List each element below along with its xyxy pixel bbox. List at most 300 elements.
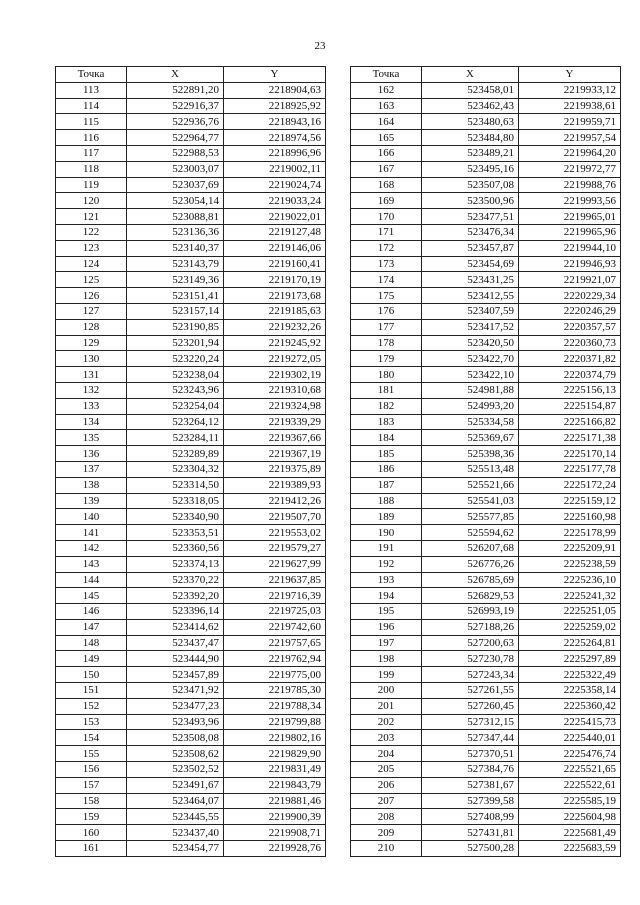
- table-row: [56, 272, 326, 288]
- cell-y: 2219002,11: [224, 161, 326, 177]
- cell-point: 113: [56, 82, 127, 98]
- cell-x: 523471,92: [127, 683, 224, 699]
- cell-point: 146: [56, 604, 127, 620]
- cell-x: 523457,89: [127, 667, 224, 683]
- cell-point: 143: [56, 556, 127, 572]
- cell-x: 523417,52: [422, 319, 519, 335]
- cell-y: 2225322,49: [519, 667, 621, 683]
- cell-y: 2219933,12: [519, 82, 621, 98]
- cell-point: 203: [351, 730, 422, 746]
- table-row: [351, 683, 621, 699]
- cell-y: 2219185,63: [224, 303, 326, 319]
- cell-y: 2219957,54: [519, 130, 621, 146]
- cell-x: 523477,23: [127, 698, 224, 714]
- table-row: [351, 161, 621, 177]
- cell-point: 200: [351, 683, 422, 699]
- cell-x: 523458,01: [422, 82, 519, 98]
- coordinates-table-left: [55, 66, 326, 857]
- cell-x: 522988,53: [127, 145, 224, 161]
- cell-y: 2225604,98: [519, 809, 621, 825]
- cell-point: 191: [351, 540, 422, 556]
- cell-x: 523314,50: [127, 477, 224, 493]
- cell-x: 523444,90: [127, 651, 224, 667]
- cell-point: 192: [351, 556, 422, 572]
- cell-x: 525521,66: [422, 477, 519, 493]
- cell-x: 523412,55: [422, 288, 519, 304]
- table-row: [56, 303, 326, 319]
- table-row: [351, 493, 621, 509]
- cell-x: 523422,70: [422, 351, 519, 367]
- cell-y: 2225683,59: [519, 841, 621, 857]
- cell-y: 2219928,76: [224, 841, 326, 857]
- cell-point: 124: [56, 256, 127, 272]
- table-row: [351, 319, 621, 335]
- table-row: [351, 193, 621, 209]
- cell-point: 157: [56, 777, 127, 793]
- cell-point: 134: [56, 414, 127, 430]
- cell-point: 159: [56, 809, 127, 825]
- cell-x: 527230,78: [422, 651, 519, 667]
- cell-y: 2219716,39: [224, 588, 326, 604]
- table-row: [56, 461, 326, 477]
- table-row: [351, 335, 621, 351]
- cell-point: 165: [351, 130, 422, 146]
- cell-point: 119: [56, 177, 127, 193]
- cell-point: 183: [351, 414, 422, 430]
- cell-point: 166: [351, 145, 422, 161]
- cell-x: 523088,81: [127, 209, 224, 225]
- cell-x: 523500,96: [422, 193, 519, 209]
- cell-y: 2219946,93: [519, 256, 621, 272]
- cell-y: 2219160,41: [224, 256, 326, 272]
- cell-x: 527200,63: [422, 635, 519, 651]
- cell-x: 523254,04: [127, 398, 224, 414]
- cell-x: 522964,77: [127, 130, 224, 146]
- cell-y: 2225166,82: [519, 414, 621, 430]
- cell-x: 523037,69: [127, 177, 224, 193]
- cell-x: 523190,85: [127, 319, 224, 335]
- table-row: [351, 414, 621, 430]
- table-row: [56, 288, 326, 304]
- table-row: [56, 730, 326, 746]
- cell-y: 2225154,87: [519, 398, 621, 414]
- cell-y: 2219988,76: [519, 177, 621, 193]
- cell-y: 2225360,42: [519, 698, 621, 714]
- table-row: [351, 351, 621, 367]
- cell-point: 199: [351, 667, 422, 683]
- cell-x: 526993,19: [422, 604, 519, 620]
- table-row: [351, 714, 621, 730]
- table-row: [351, 82, 621, 98]
- cell-y: 2220360,73: [519, 335, 621, 351]
- table-row: [351, 809, 621, 825]
- cell-y: 2225238,59: [519, 556, 621, 572]
- cell-point: 121: [56, 209, 127, 225]
- cell-point: 190: [351, 525, 422, 541]
- table-row: [351, 224, 621, 240]
- table-row: [351, 651, 621, 667]
- cell-x: 523003,07: [127, 161, 224, 177]
- cell-y: 2219881,46: [224, 793, 326, 809]
- cell-point: 206: [351, 777, 422, 793]
- table-row: [56, 367, 326, 383]
- cell-x: 522916,37: [127, 98, 224, 114]
- cell-point: 167: [351, 161, 422, 177]
- cell-y: 2219900,39: [224, 809, 326, 825]
- table-row: [351, 98, 621, 114]
- cell-point: 130: [56, 351, 127, 367]
- cell-y: 2225259,02: [519, 619, 621, 635]
- cell-y: 2219757,65: [224, 635, 326, 651]
- cell-y: 2219146,06: [224, 240, 326, 256]
- cell-point: 156: [56, 762, 127, 778]
- table-row: [56, 335, 326, 351]
- cell-point: 144: [56, 572, 127, 588]
- cell-y: 2219170,19: [224, 272, 326, 288]
- cell-y: 2219339,29: [224, 414, 326, 430]
- table-row: [351, 604, 621, 620]
- cell-point: 148: [56, 635, 127, 651]
- cell-y: 2225159,12: [519, 493, 621, 509]
- cell-y: 2218996,96: [224, 145, 326, 161]
- cell-point: 125: [56, 272, 127, 288]
- cell-x: 526829,53: [422, 588, 519, 604]
- table-row: [351, 841, 621, 857]
- cell-point: 186: [351, 461, 422, 477]
- table-row: [351, 793, 621, 809]
- cell-point: 201: [351, 698, 422, 714]
- cell-x: 525369,67: [422, 430, 519, 446]
- cell-y: 2225522,61: [519, 777, 621, 793]
- cell-y: 2225236,10: [519, 572, 621, 588]
- cell-y: 2219993,56: [519, 193, 621, 209]
- cell-y: 2219802,16: [224, 730, 326, 746]
- cell-y: 2220229,34: [519, 288, 621, 304]
- table-row: [351, 556, 621, 572]
- cell-point: 135: [56, 430, 127, 446]
- cell-point: 132: [56, 382, 127, 398]
- cell-x: 527260,45: [422, 698, 519, 714]
- cell-x: 523370,22: [127, 572, 224, 588]
- cell-x: 523464,07: [127, 793, 224, 809]
- cell-point: 118: [56, 161, 127, 177]
- cell-point: 160: [56, 825, 127, 841]
- cell-point: 170: [351, 209, 422, 225]
- cell-x: 523340,90: [127, 509, 224, 525]
- cell-point: 137: [56, 461, 127, 477]
- table-row: [56, 82, 326, 98]
- cell-x: 527370,51: [422, 746, 519, 762]
- cell-x: 523414,62: [127, 619, 224, 635]
- table-row: [56, 319, 326, 335]
- cell-x: 523507,08: [422, 177, 519, 193]
- cell-y: 2220246,29: [519, 303, 621, 319]
- cell-x: 523392,20: [127, 588, 224, 604]
- cell-point: 145: [56, 588, 127, 604]
- cell-point: 188: [351, 493, 422, 509]
- table-row: [351, 177, 621, 193]
- cell-point: 150: [56, 667, 127, 683]
- cell-point: 196: [351, 619, 422, 635]
- cell-y: 2219310,68: [224, 382, 326, 398]
- cell-x: 523454,69: [422, 256, 519, 272]
- table-row: [56, 193, 326, 209]
- cell-y: 2220371,82: [519, 351, 621, 367]
- table-row: [351, 762, 621, 778]
- cell-x: 523491,67: [127, 777, 224, 793]
- table-row: [351, 367, 621, 383]
- cell-y: 2219367,19: [224, 446, 326, 462]
- cell-point: 117: [56, 145, 127, 161]
- cell-x: 525513,48: [422, 461, 519, 477]
- header-y: Y: [224, 67, 326, 83]
- table-row: [351, 540, 621, 556]
- cell-point: 151: [56, 683, 127, 699]
- cell-x: 523157,14: [127, 303, 224, 319]
- table-row: [351, 825, 621, 841]
- cell-y: 2219127,48: [224, 224, 326, 240]
- cell-x: 523318,05: [127, 493, 224, 509]
- cell-y: 2219908,71: [224, 825, 326, 841]
- cell-y: 2225476,74: [519, 746, 621, 762]
- cell-point: 209: [351, 825, 422, 841]
- cell-point: 181: [351, 382, 422, 398]
- cell-y: 2225177,78: [519, 461, 621, 477]
- cell-y: 2219831,49: [224, 762, 326, 778]
- table-row: [56, 382, 326, 398]
- cell-point: 162: [351, 82, 422, 98]
- cell-y: 2225358,14: [519, 683, 621, 699]
- table-row: [56, 177, 326, 193]
- table-row: [56, 430, 326, 446]
- cell-point: 177: [351, 319, 422, 335]
- cell-point: 126: [56, 288, 127, 304]
- coordinates-table-right: [350, 66, 621, 857]
- table-row: [56, 540, 326, 556]
- header-point: Точка: [351, 67, 422, 83]
- cell-x: 525541,03: [422, 493, 519, 509]
- cell-y: 2219762,94: [224, 651, 326, 667]
- cell-x: 523054,14: [127, 193, 224, 209]
- table-row: [351, 730, 621, 746]
- cell-point: 129: [56, 335, 127, 351]
- cell-y: 2219553,02: [224, 525, 326, 541]
- cell-y: 2225440,01: [519, 730, 621, 746]
- table-row: [56, 619, 326, 635]
- cell-point: 172: [351, 240, 422, 256]
- cell-y: 2218974,56: [224, 130, 326, 146]
- cell-x: 523143,79: [127, 256, 224, 272]
- header-x: X: [127, 67, 224, 83]
- table-row: [351, 288, 621, 304]
- cell-point: 208: [351, 809, 422, 825]
- cell-point: 158: [56, 793, 127, 809]
- table-row: [56, 714, 326, 730]
- cell-point: 122: [56, 224, 127, 240]
- cell-point: 189: [351, 509, 422, 525]
- table-row: [56, 414, 326, 430]
- cell-y: 2219507,70: [224, 509, 326, 525]
- cell-point: 154: [56, 730, 127, 746]
- cell-point: 175: [351, 288, 422, 304]
- table-row: [351, 619, 621, 635]
- cell-x: 523454,77: [127, 841, 224, 857]
- cell-x: 523284,11: [127, 430, 224, 446]
- cell-x: 523374,13: [127, 556, 224, 572]
- table-row: [56, 446, 326, 462]
- table-row: [351, 114, 621, 130]
- table-row: [56, 161, 326, 177]
- cell-point: 133: [56, 398, 127, 414]
- cell-y: 2219965,96: [519, 224, 621, 240]
- table-row: [351, 446, 621, 462]
- table-row: [351, 777, 621, 793]
- cell-x: 527500,28: [422, 841, 519, 857]
- cell-point: 128: [56, 319, 127, 335]
- cell-point: 142: [56, 540, 127, 556]
- cell-point: 163: [351, 98, 422, 114]
- table-row: [351, 572, 621, 588]
- cell-x: 522936,76: [127, 114, 224, 130]
- cell-y: 2219637,85: [224, 572, 326, 588]
- cell-x: 523493,96: [127, 714, 224, 730]
- cell-x: 527347,44: [422, 730, 519, 746]
- cell-point: 193: [351, 572, 422, 588]
- cell-point: 114: [56, 98, 127, 114]
- cell-y: 2225297,89: [519, 651, 621, 667]
- table-row: [351, 588, 621, 604]
- cell-x: 523480,63: [422, 114, 519, 130]
- cell-y: 2219938,61: [519, 98, 621, 114]
- cell-point: 123: [56, 240, 127, 256]
- cell-x: 524993,20: [422, 398, 519, 414]
- cell-y: 2218925,92: [224, 98, 326, 114]
- cell-y: 2225251,05: [519, 604, 621, 620]
- table-row: [351, 698, 621, 714]
- cell-point: 131: [56, 367, 127, 383]
- cell-point: 140: [56, 509, 127, 525]
- cell-y: 2225156,13: [519, 382, 621, 398]
- cell-x: 522891,20: [127, 82, 224, 98]
- cell-x: 523476,34: [422, 224, 519, 240]
- cell-x: 523477,51: [422, 209, 519, 225]
- cell-x: 527431,81: [422, 825, 519, 841]
- table-row: [56, 130, 326, 146]
- table-row: [56, 762, 326, 778]
- cell-x: 523457,87: [422, 240, 519, 256]
- table-row: [351, 477, 621, 493]
- table-row: [56, 793, 326, 809]
- cell-point: 147: [56, 619, 127, 635]
- table-row: [56, 98, 326, 114]
- cell-x: 523508,62: [127, 746, 224, 762]
- header-point: Точка: [56, 67, 127, 83]
- cell-x: 523238,04: [127, 367, 224, 383]
- cell-y: 2219944,10: [519, 240, 621, 256]
- cell-y: 2219843,79: [224, 777, 326, 793]
- cell-y: 2219972,77: [519, 161, 621, 177]
- cell-x: 523360,56: [127, 540, 224, 556]
- cell-point: 116: [56, 130, 127, 146]
- cell-y: 2219964,20: [519, 145, 621, 161]
- cell-x: 523289,89: [127, 446, 224, 462]
- cell-y: 2220374,79: [519, 367, 621, 383]
- cell-x: 523420,50: [422, 335, 519, 351]
- cell-x: 525398,36: [422, 446, 519, 462]
- table-row: [351, 209, 621, 225]
- table-row: [351, 130, 621, 146]
- table-row: [351, 145, 621, 161]
- cell-x: 523445,55: [127, 809, 224, 825]
- cell-x: 527384,76: [422, 762, 519, 778]
- table-row: [56, 651, 326, 667]
- cell-point: 180: [351, 367, 422, 383]
- cell-x: 527381,67: [422, 777, 519, 793]
- cell-y: 2219965,01: [519, 209, 621, 225]
- cell-y: 2225521,65: [519, 762, 621, 778]
- table-row: [56, 145, 326, 161]
- cell-x: 527399,58: [422, 793, 519, 809]
- cell-x: 523353,51: [127, 525, 224, 541]
- cell-point: 179: [351, 351, 422, 367]
- cell-point: 139: [56, 493, 127, 509]
- cell-point: 164: [351, 114, 422, 130]
- page-number: 23: [314, 40, 326, 52]
- cell-point: 176: [351, 303, 422, 319]
- table-row: [56, 224, 326, 240]
- table-row: [351, 256, 621, 272]
- cell-point: 169: [351, 193, 422, 209]
- cell-y: 2219921,07: [519, 272, 621, 288]
- table-row: [351, 667, 621, 683]
- cell-x: 527312,15: [422, 714, 519, 730]
- table-row: [56, 683, 326, 699]
- cell-x: 523243,96: [127, 382, 224, 398]
- cell-y: 2225178,99: [519, 525, 621, 541]
- cell-point: 207: [351, 793, 422, 809]
- cell-point: 152: [56, 698, 127, 714]
- cell-x: 526776,26: [422, 556, 519, 572]
- cell-point: 171: [351, 224, 422, 240]
- cell-x: 523304,32: [127, 461, 224, 477]
- cell-point: 202: [351, 714, 422, 730]
- cell-x: 523437,47: [127, 635, 224, 651]
- cell-x: 523431,25: [422, 272, 519, 288]
- cell-point: 127: [56, 303, 127, 319]
- table-row: [56, 572, 326, 588]
- table-row: [56, 635, 326, 651]
- header-x: X: [422, 67, 519, 83]
- cell-y: 2225241,32: [519, 588, 621, 604]
- table-row: [351, 525, 621, 541]
- table-row: [351, 303, 621, 319]
- cell-y: 2219725,03: [224, 604, 326, 620]
- cell-point: 168: [351, 177, 422, 193]
- cell-x: 524981,88: [422, 382, 519, 398]
- cell-y: 2218943,16: [224, 114, 326, 130]
- table-row: [56, 209, 326, 225]
- table-row: [56, 809, 326, 825]
- cell-x: 523489,21: [422, 145, 519, 161]
- cell-point: 187: [351, 477, 422, 493]
- cell-y: 2219788,34: [224, 698, 326, 714]
- cell-y: 2219033,24: [224, 193, 326, 209]
- cell-y: 2225170,14: [519, 446, 621, 462]
- table-row: [56, 556, 326, 572]
- table-header-row: [56, 67, 326, 83]
- cell-y: 2219785,30: [224, 683, 326, 699]
- table-row: [56, 477, 326, 493]
